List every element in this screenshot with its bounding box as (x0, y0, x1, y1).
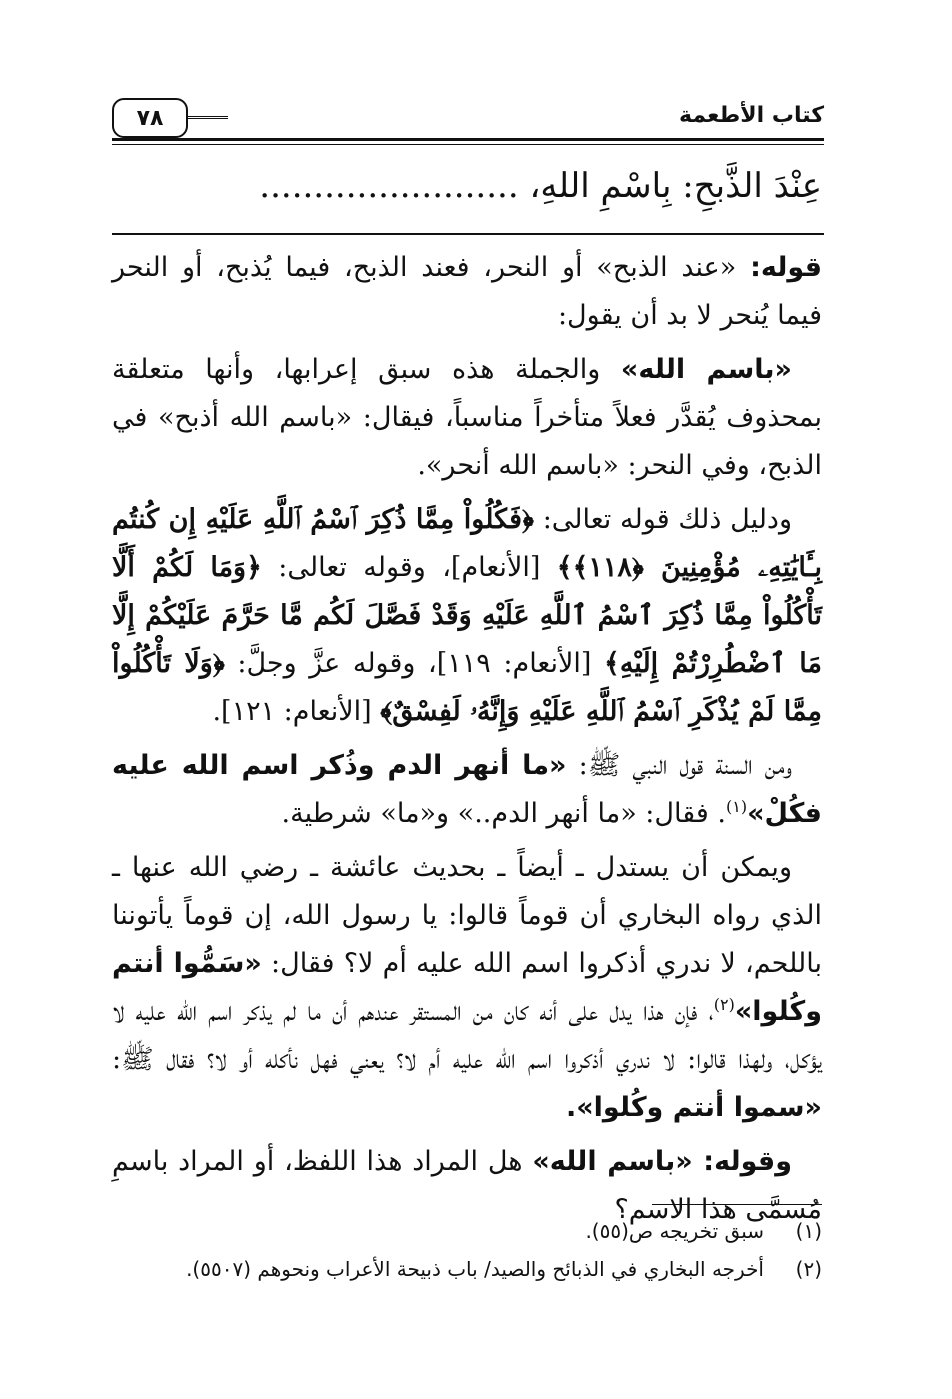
book-title: كتاب الأطعمة (679, 103, 824, 128)
paragraph-3 (112, 496, 822, 736)
footnote-separator (652, 1204, 822, 1205)
footnote-number: (٢) (795, 1257, 822, 1281)
quote: «باسم الله» (532, 1146, 704, 1177)
paragraph-text: ومن السنة قول النبي ﷺ: (566, 750, 792, 781)
hadith-quote: «سموا أنتم وكُلوا». (565, 1092, 822, 1123)
quote: «باسم الله» (620, 354, 792, 385)
paragraph-text: والجملة هذه سبق إعرابها، وأنها متعلقة بمحذوف يُقدَّر فعلاً متأخراً مناسباً، فيقال: «باسم الله أذبح» في الذبح، وفي النحر: «باسم الله أنحر». (112, 354, 822, 481)
paragraph-text: «عند الذبح» أو النحر، فعند الذبح، فيما يُذبح، أو النحر فيما يُنحر لا بد أن يقول: (112, 252, 822, 331)
paragraph-2 (112, 346, 822, 490)
header-rule-thin (112, 144, 824, 145)
paragraph-text: ودليل ذلك قوله تعالى: (533, 504, 792, 535)
verse-reference: [الأنعام: ١٢١]. (212, 696, 381, 727)
quran-verse: ﴿وَمَا لَكُمْ أَلَّا تَأْكُلُواْ مِمَّا ذُكِرَ ٱسْمُ ٱللَّهِ عَلَيْهِ وَقَدْ فَصَّلَ لَكُم مَّا حَرَّمَ عَلَيْكُمْ إِلَّا مَا ٱضْطُرِرْتُمْ إِلَيْهِ﴾ (112, 552, 822, 679)
footnote-text: أخرجه البخاري في الذبائح والصيد/ باب ذبيحة الأعراب ونحوهم (٥٥٠٧). (186, 1257, 764, 1281)
paragraph-4 (112, 742, 822, 838)
footnote-marker[interactable]: (١) (725, 797, 748, 816)
footnote-marker[interactable]: (٢) (713, 995, 735, 1014)
header-ornament-rule (188, 116, 228, 119)
hadith-quote: «ما أنهر الدم وذُكر اسم الله عليه فكُلْ» (112, 750, 822, 829)
footnote-number: (١) (795, 1219, 822, 1243)
paragraph-text: هل المراد هذا اللفظ، أو المراد باسمِ مُسمَّى هذا الاسم؟ (112, 1146, 822, 1225)
paragraph-text: ، فإن هذا يدل على أنه كان من المستقر عندهم أن ما لم يذكر اسم الله عليه لا يؤكل، ولهذا قالوا: لا ندري أذكروا اسم الله عليه أم لا؟ يعني فهل نأكله أو لا؟ فقال ﷺ: (112, 996, 822, 1075)
commentary-body (112, 244, 822, 1240)
verse-reference: [الأنعام]، وقوله تعالى: (261, 552, 557, 583)
page-header (112, 98, 824, 142)
paragraph-text: ويمكن أن يستدل ـ أيضاً ـ بحديث عائشة ـ رضي الله عنها ـ الذي رواه البخاري أن قوماً قالوا: يا رسول الله، إن قوماً يأتوننا باللحم، لا ندري أذكروا اسم الله عليه أم لا؟ فقال: (112, 852, 823, 979)
paragraph-1 (112, 244, 822, 340)
page-number: ٧٨ (112, 98, 188, 138)
header-rule (112, 138, 824, 141)
paragraph-text: . فقال: «ما أنهر الدم..» و«ما» شرطية. (281, 798, 726, 829)
footnote (112, 1250, 822, 1288)
quran-verse: ﴿وَلَا تَأْكُلُواْ مِمَّا لَمْ يُذْكَرِ ٱسْمُ ٱللَّهِ عَلَيْهِ وَإِنَّهُۥ لَفِسْقٌ﴾ (112, 648, 822, 727)
paragraph-5 (112, 844, 822, 1132)
hadith-quote: «سَمُّوا أنتم وكُلوا» (112, 948, 822, 1027)
footnotes (112, 1212, 822, 1288)
paragraph-label: قوله: (750, 252, 822, 283)
quran-verse: ﴿فَكُلُواْ مِمَّا ذُكِرَ ٱسْمُ ٱللَّهِ عَلَيْهِ إِن كُنتُم بِـَٔايَٰتِهِۦ مُؤْمِنِينَ ﴿١١٨﴾﴾ (112, 504, 823, 583)
footnote (112, 1212, 822, 1250)
matn-separator (112, 233, 824, 235)
paragraph-label: وقوله: (703, 1146, 792, 1177)
footnote-text: سبق تخريجه ص(٥٥). (585, 1219, 764, 1243)
matn-line: عِنْدَ الذَّبحِ: بِاسْمِ اللهِ، ........................ (259, 166, 822, 206)
verse-reference: [الأنعام: ١١٩]، وقوله عزَّ وجلَّ: (224, 648, 604, 679)
